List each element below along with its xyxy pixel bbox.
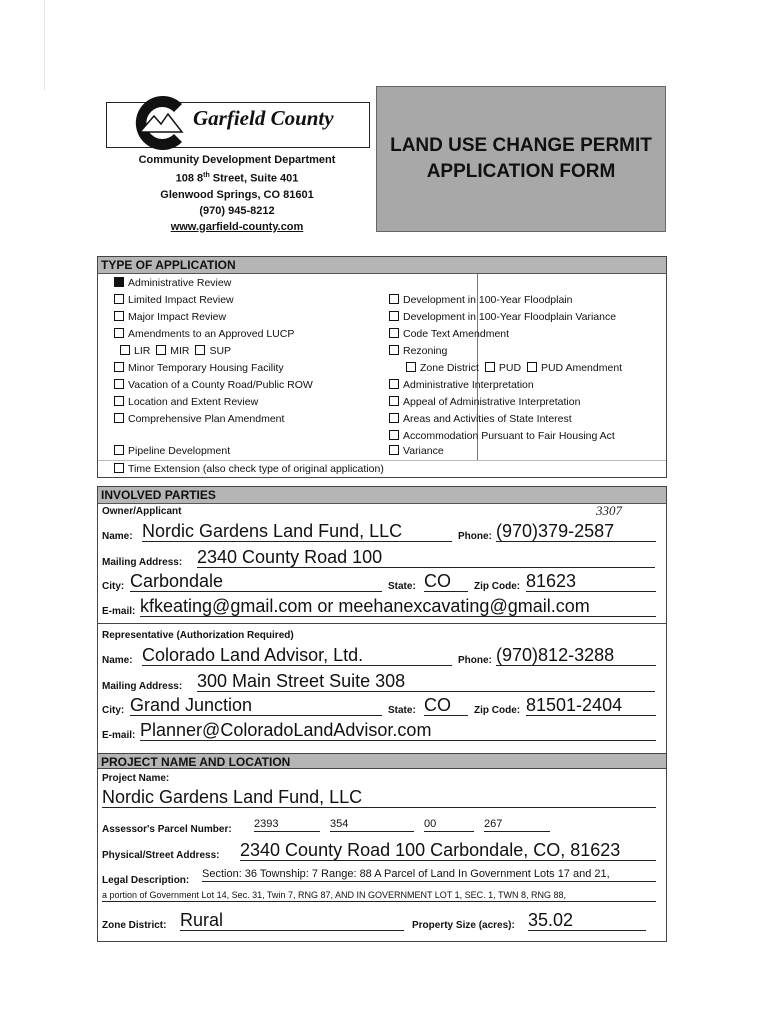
project-name-field[interactable]: Nordic Gardens Land Fund, LLC bbox=[102, 787, 656, 808]
zone-district-field[interactable]: Rural bbox=[180, 910, 404, 931]
department-address-block bbox=[106, 152, 368, 235]
rep-state-label: State: bbox=[388, 705, 416, 716]
checkbox-floodplain-variance[interactable]: Development in 100-Year Floodplain Variance bbox=[389, 309, 616, 325]
owner-email-label: E-mail: bbox=[102, 606, 136, 617]
owner-state-field[interactable]: CO bbox=[424, 571, 468, 592]
owner-name-field[interactable]: Nordic Gardens Land Fund, LLC bbox=[142, 521, 452, 542]
checkbox-icon bbox=[114, 379, 124, 389]
owner-city-label: City: bbox=[102, 581, 125, 592]
involved-parties-heading: INVOLVED PARTIES bbox=[98, 487, 666, 504]
department-street: 108 8th Street, Suite 401 bbox=[175, 172, 299, 185]
owner-mailing-field[interactable]: 2340 County Road 100 bbox=[197, 547, 655, 568]
checkbox-appeal-interpretation[interactable]: Appeal of Administrative Interpretation bbox=[389, 394, 580, 410]
owner-zip-label: Zip Code: bbox=[474, 581, 521, 592]
checkbox-mir[interactable] bbox=[156, 345, 166, 355]
representative-heading: Representative (Authorization Required) bbox=[102, 630, 294, 641]
project-heading: PROJECT NAME AND LOCATION bbox=[98, 753, 666, 769]
checkbox-pud-amendment[interactable] bbox=[527, 362, 537, 372]
parties-divider bbox=[98, 623, 666, 624]
logo-text: Garfield County bbox=[193, 106, 334, 130]
checkbox-variance[interactable]: Variance bbox=[389, 443, 444, 459]
checkbox-rezoning[interactable]: Rezoning bbox=[389, 343, 447, 359]
street-address-label: Physical/Street Address: bbox=[102, 850, 220, 861]
owner-phone-handwritten-note: 3307 bbox=[596, 503, 622, 518]
checkbox-icon bbox=[389, 311, 399, 321]
owner-applicant-heading: Owner/Applicant bbox=[102, 506, 182, 517]
checkbox-code-text-amendment[interactable]: Code Text Amendment bbox=[389, 326, 509, 342]
checkbox-major-impact-review[interactable]: Major Impact Review bbox=[114, 309, 226, 325]
rep-zip-field[interactable]: 81501-2404 bbox=[526, 695, 656, 716]
checkbox-amendments-lucp[interactable]: Amendments to an Approved LUCP bbox=[114, 326, 294, 342]
checkbox-icon bbox=[114, 277, 124, 287]
page-margin-line bbox=[44, 0, 45, 90]
checkbox-sup[interactable] bbox=[195, 345, 205, 355]
owner-state-label: State: bbox=[388, 581, 416, 592]
parcel-part-2[interactable]: 354 bbox=[330, 817, 414, 832]
checkbox-zone-district[interactable] bbox=[406, 362, 416, 372]
checkbox-limited-impact-review[interactable]: Limited Impact Review bbox=[114, 292, 234, 308]
checkbox-icon bbox=[114, 311, 124, 321]
checkbox-icon bbox=[114, 328, 124, 338]
checkbox-areas-state-interest[interactable]: Areas and Activities of State Interest bbox=[389, 411, 572, 427]
parcel-number-label: Assessor's Parcel Number: bbox=[102, 824, 232, 835]
form-title-line1: LAND USE CHANGE PERMIT bbox=[390, 135, 652, 156]
involved-parties-section bbox=[97, 486, 667, 942]
checkbox-vacation-county-road[interactable]: Vacation of a County Road/Public ROW bbox=[114, 377, 313, 393]
checkbox-fair-housing-accommodation[interactable]: Accommodation Pursuant to Fair Housing Act bbox=[389, 428, 615, 444]
rep-phone-field[interactable]: (970)812-3288 bbox=[496, 645, 656, 666]
rep-city-field[interactable]: Grand Junction bbox=[130, 695, 382, 716]
legal-description-label: Legal Description: bbox=[102, 875, 190, 886]
rep-email-label: E-mail: bbox=[102, 730, 136, 741]
checkbox-icon bbox=[389, 413, 399, 423]
checkbox-icon bbox=[114, 294, 124, 304]
checkbox-administrative-interpretation[interactable]: Administrative Interpretation bbox=[389, 377, 534, 393]
project-name-label: Project Name: bbox=[102, 773, 170, 784]
rep-phone-label: Phone: bbox=[458, 655, 492, 666]
lucp-sub-options: LIR MIR SUP bbox=[120, 343, 231, 359]
parcel-part-3[interactable]: 00 bbox=[424, 817, 474, 832]
rep-name-field[interactable]: Colorado Land Advisor, Ltd. bbox=[142, 645, 452, 666]
form-title-box bbox=[376, 86, 666, 232]
checkbox-icon bbox=[389, 430, 399, 440]
type-of-application-section bbox=[97, 256, 667, 478]
application-types bbox=[98, 274, 666, 477]
checkbox-lir[interactable] bbox=[120, 345, 130, 355]
checkbox-icon bbox=[389, 379, 399, 389]
parcel-part-4[interactable]: 267 bbox=[484, 817, 550, 832]
checkbox-icon bbox=[389, 328, 399, 338]
checkbox-comprehensive-plan-amendment[interactable]: Comprehensive Plan Amendment bbox=[114, 411, 284, 427]
owner-phone-label: Phone: bbox=[458, 531, 492, 542]
checkbox-icon bbox=[114, 463, 124, 473]
owner-zip-field[interactable]: 81623 bbox=[526, 571, 656, 592]
owner-city-field[interactable]: Carbondale bbox=[130, 571, 382, 592]
type-of-application-heading: TYPE OF APPLICATION bbox=[98, 257, 666, 274]
rep-name-label: Name: bbox=[102, 655, 133, 666]
checkbox-icon bbox=[114, 445, 124, 455]
checkbox-icon bbox=[389, 294, 399, 304]
property-size-label: Property Size (acres): bbox=[412, 920, 515, 931]
rep-email-field[interactable]: Planner@ColoradoLandAdvisor.com bbox=[140, 720, 656, 741]
department-city: Glenwood Springs, CO 81601 bbox=[160, 188, 314, 201]
department-phone: (970) 945-8212 bbox=[199, 204, 275, 217]
parcel-part-1[interactable]: 2393 bbox=[254, 817, 320, 832]
zone-district-label: Zone District: bbox=[102, 920, 167, 931]
department-name: Community Development Department bbox=[138, 154, 336, 166]
rep-state-field[interactable]: CO bbox=[424, 695, 468, 716]
legal-description-line1[interactable]: Section: 36 Township: 7 Range: 88 A Parcel of Land In Government Lots 17 and 21, bbox=[202, 867, 656, 882]
street-address-field[interactable]: 2340 County Road 100 Carbondale, CO, 81623 bbox=[240, 840, 656, 861]
checkbox-floodplain-development[interactable]: Development in 100-Year Floodplain bbox=[389, 292, 572, 308]
legal-description-line2[interactable]: a portion of Government Lot 14, Sec. 31, Twin 7, RNG 87, AND IN GOVERNMENT LOT 1, SEC. 1, TWN 8, RNG 88, bbox=[102, 889, 656, 902]
form-title-line2: APPLICATION FORM bbox=[426, 161, 616, 182]
checkbox-icon bbox=[114, 362, 124, 372]
checkbox-administrative-review[interactable]: Administrative Review bbox=[114, 275, 231, 291]
owner-mailing-label: Mailing Address: bbox=[102, 557, 183, 568]
checkbox-minor-temporary-housing[interactable]: Minor Temporary Housing Facility bbox=[114, 360, 284, 376]
rep-city-label: City: bbox=[102, 705, 125, 716]
owner-phone-field[interactable]: (970)379-2587 bbox=[496, 521, 656, 542]
checkbox-location-extent-review[interactable]: Location and Extent Review bbox=[114, 394, 258, 410]
checkbox-icon bbox=[114, 413, 124, 423]
property-size-field[interactable]: 35.02 bbox=[528, 910, 646, 931]
checkbox-icon bbox=[389, 345, 399, 355]
rep-mailing-label: Mailing Address: bbox=[102, 681, 183, 692]
checkbox-pud[interactable] bbox=[485, 362, 495, 372]
checkbox-icon bbox=[389, 396, 399, 406]
rep-zip-label: Zip Code: bbox=[474, 705, 521, 716]
garfield-county-logo-icon bbox=[130, 92, 192, 154]
checkbox-pipeline-development[interactable]: Pipeline Development bbox=[114, 443, 230, 459]
rezoning-sub-options: Zone District PUD PUD Amendment bbox=[406, 360, 622, 376]
owner-name-label: Name: bbox=[102, 531, 133, 542]
checkbox-time-extension[interactable]: Time Extension (also check type of original application) bbox=[114, 461, 384, 477]
owner-email-field[interactable]: kfkeating@gmail.com or meehanexcavating@gmail.com bbox=[140, 596, 656, 617]
checkbox-icon bbox=[114, 396, 124, 406]
rep-mailing-field[interactable]: 300 Main Street Suite 308 bbox=[197, 671, 655, 692]
checkbox-icon bbox=[389, 445, 399, 455]
department-website-link[interactable]: www.garfield-county.com bbox=[170, 220, 304, 233]
